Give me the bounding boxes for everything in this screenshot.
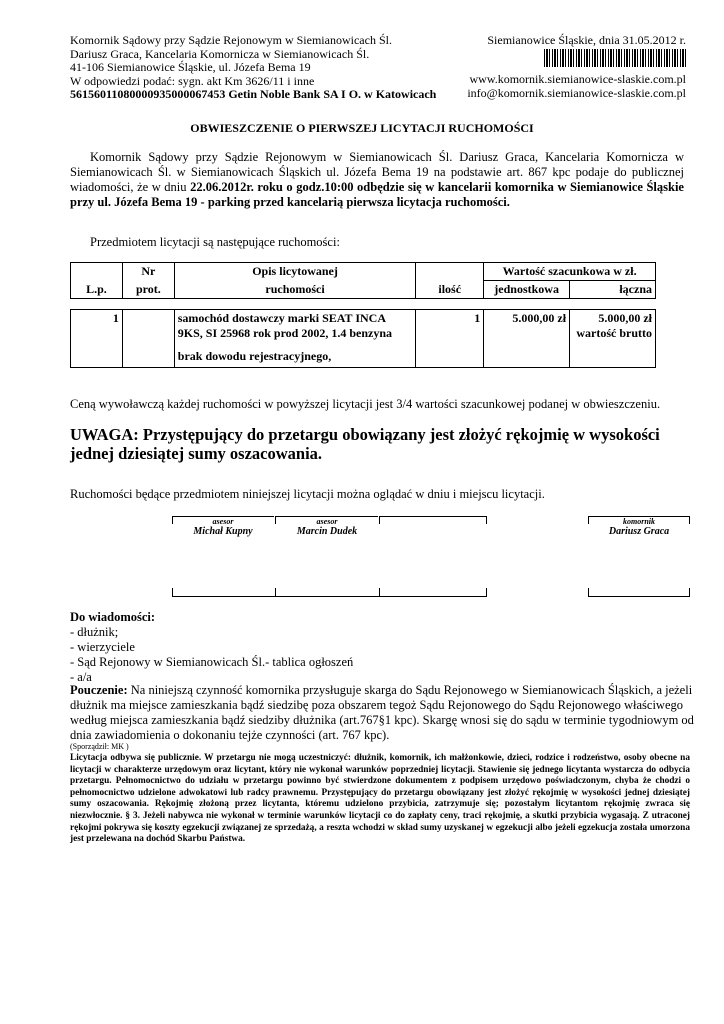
sender-line: 41-106 Siemianowice Śląskie, ul. Józefa Bema 19 (70, 60, 311, 75)
pouczenie-label: Pouczenie: (70, 683, 128, 697)
cell-ilosc: 1 (416, 310, 484, 368)
header-ruchomosci: ruchomości (174, 281, 415, 299)
list-item: - wierzyciele (70, 640, 135, 654)
list-item: - Sąd Rejonowy w Siemianowicach Śl.- tablica ogłoszeń (70, 655, 354, 669)
frame-line (689, 516, 690, 524)
sender-block (70, 34, 436, 102)
auction-date-text: 22.06.2012r. roku o godz.10:00 odbędzie się w kancelarii komornika w Siemianowice Śląskie przy ul. Józefa Bema 19 - parking przed kancelarią pierwsza licytacja ruchomości. (70, 180, 684, 209)
signature-name: Marcin Dudek (296, 526, 358, 537)
signature-role: asesor (212, 517, 234, 526)
frame-line (588, 516, 589, 524)
items-table (70, 309, 656, 368)
distribution-list (70, 610, 353, 685)
table-row (71, 310, 656, 368)
barcode (544, 49, 686, 67)
cell-laczna (570, 310, 656, 368)
cell-lp: 1 (71, 310, 123, 368)
pouczenie-text: Na niniejszą czynność komornika przysługuje skarga do Sądu Rejonowego w Siemianowicach Śląskich, a jeżeli dłużnik ma miejsce zamieszkania bądź siedzibę poza obszarem tegoż Sądu Rejonowego do Sądu Rejonowego właściwego według miejsca zamieszkania bądź siedziby dłużnika (art.767§1 kpc). Skargę wnosi się do sądu w terminie tygodniowym od dnia zawiadomienia o dokonaniu tejże czynności (art. 767 kpc). (70, 683, 694, 742)
subject-line: Przedmiotem licytacji są następujące ruchomości: (90, 235, 340, 249)
signature-komornik (588, 516, 690, 538)
email-link[interactable]: info@komornik.siemianowice-slaskie.com.pl (467, 85, 686, 100)
price-note: Ceną wywoławczą każdej ruchomości w powyższej licytacji jest 3/4 wartości szacunkowej podanej w obwieszczeniu. (70, 397, 661, 411)
sender-line: Komornik Sądowy przy Sądzie Rejonowym w Siemianowicach Śl. (70, 33, 392, 47)
signature-role: asesor (316, 517, 338, 526)
sender-line: W odpowiedzi podać: sygn. akt Km 3626/11 i inne (70, 73, 315, 88)
list-item: - a/a (70, 670, 92, 684)
sender-line: Dariusz Graca, Kancelaria Komornicza w Siemianowicach Śl. (70, 46, 370, 61)
signature-role: komornik (622, 517, 655, 526)
auction-rules-text: Licytacja odbywa się publicznie. W przetargu nie mogą uczestniczyć: dłużnik, komornik, ich małżonkowie, dzieci, rodzice i rodzeństwo, osoby obecne na licytacji w charakterze urzędowym oraz licytant, który nie wykonał warunków poprzedniej licytacji. Stawienie się jednego licytanta wystarcza do odbycia przetargu. Pełnomocnictwo do udziału w przetargu powinno być stwierdzone dokumentem z podpisem urzędowo poświadczonym, chyba że chodzi o pełnomocnictwo udzielone adwokatowi lub radcy prawnemu. Przystępujący do przetargu obowiązany jest złożyć rękojmię w wysokości jednej dziesiątej sumy oszacowania. Rękojmię złożoną przez licytanta, któremu udzielono przybicia, zatrzymuje się; pozostałym licytantom rękojmię zwraca się niezwłocznie. § 3. Jeżeli nabywca nie wykonał w terminie warunków licytacji co do zapłaty ceny, traci rękojmię, a skutki przybicia wygasają. Z utraconej rękojmi pokrywa się koszty egzekucji związanej ze sprzedażą, a reszta wchodzi w skład sumy uzyskanej w egzekucji albo jeżeli egzekucja została umorzona jest przelewana na dochód Skarbu Państwa. (70, 753, 690, 845)
signature-name: Dariusz Graca (608, 526, 670, 537)
header-prot: prot. (122, 281, 174, 299)
header-nr: Nr (122, 263, 174, 281)
intro-text: Komornik Sądowy przy Sądzie Rejonowym w Siemianowicach Śl. Dariusz Graca, Kancelaria Komornicza w Siemianowicach Śl. w Siemianowicach Śląskich ul. Józefa Bema 19 na podstawie art. 867 kpc podaje do publicznej wiadomości, że w dniu (70, 150, 684, 194)
document-title: OBWIESZCZENIE O PIERWSZEJ LICYTACJI RUCHOMOŚCI (190, 121, 534, 135)
date-line: Siemianowice Śląskie, dnia 31.05.2012 r. (487, 33, 686, 47)
opis-line: brak dowodu rejestracyjnego, (177, 349, 332, 363)
frame-line (588, 588, 589, 596)
website-link[interactable]: www.komornik.siemianowice-slaskie.com.pl (469, 72, 686, 87)
frame-line (689, 588, 690, 596)
pouczenie-paragraph (70, 683, 700, 743)
cell-opis (174, 310, 416, 368)
viewing-note: Ruchomości będące przedmiotem niniejszej licytacji można oglądać w dniu i miejscu licytacji. (70, 487, 545, 501)
bank-account-line: 56156011080000935000067453 Getin Noble Bank SA I O. w Katowicach (70, 87, 437, 102)
items-header-table (70, 262, 656, 299)
signature-asesor-2 (276, 516, 378, 538)
frame-line (172, 588, 173, 596)
header-ilosc: ilość (416, 263, 484, 299)
distribution-heading: Do wiadomości: (70, 610, 156, 624)
cell-nr (122, 310, 174, 368)
opis-line: 9KS, SI 25968 rok prod 2002, 1.4 benzyna (177, 326, 393, 340)
header-laczna: łączna (570, 281, 656, 299)
laczna-note: wartość brutto (576, 326, 652, 340)
frame-line (379, 588, 380, 596)
intro-paragraph (70, 150, 684, 210)
frame-line (172, 596, 487, 597)
list-item: - dłużnik; (70, 625, 119, 639)
header-opis: Opis licytowanej (174, 263, 415, 281)
signature-empty (380, 516, 486, 527)
frame-line (172, 516, 173, 524)
header-wartosc: Wartość szacunkowa w zł. (484, 263, 656, 281)
signature-name: Michał Kupny (193, 526, 253, 537)
frame-line (486, 516, 487, 524)
frame-line (275, 588, 276, 596)
frame-line (275, 516, 276, 524)
opis-line: samochód dostawczy marki SEAT INCA (177, 311, 387, 325)
prepared-by: (Sporządził: MK ) (70, 742, 129, 751)
cell-jednostkowa: 5.000,00 zł (484, 310, 570, 368)
signature-asesor-1 (172, 516, 274, 538)
frame-line (588, 596, 690, 597)
header-lp: L.p. (71, 263, 123, 299)
date-contact-block (467, 34, 686, 100)
header-jednostkowa: jednostkowa (484, 281, 570, 299)
laczna-value: 5.000,00 zł (598, 311, 652, 325)
frame-line (486, 588, 487, 596)
uwaga-notice: UWAGA: Przystępujący do przetargu obowiązany jest złożyć rękojmię w wysokości jednej dziesiątej sumy oszacowania. (70, 425, 660, 463)
frame-line (379, 516, 380, 524)
